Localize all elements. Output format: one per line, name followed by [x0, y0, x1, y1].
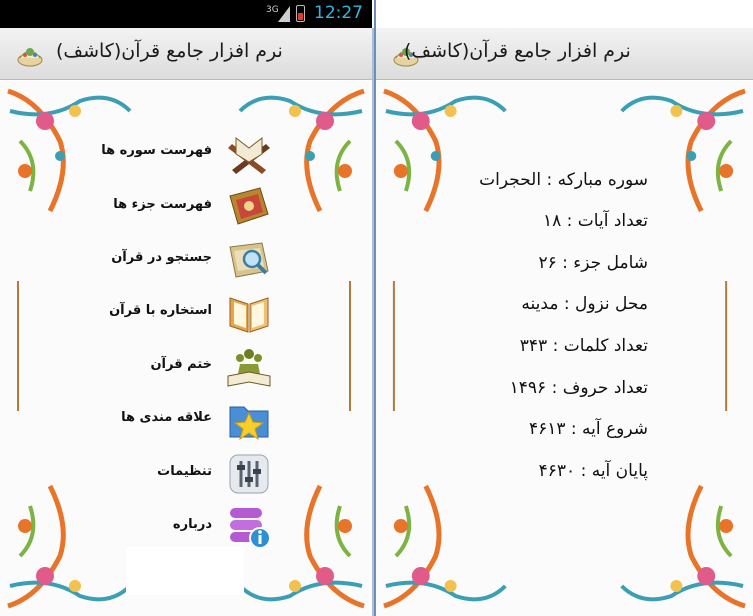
open-book-icon	[226, 290, 272, 336]
menu-item-label: ختم قرآن	[150, 357, 212, 372]
menu-item-label: علاقه مندی ها	[121, 410, 212, 425]
menu-item-khatm[interactable]	[100, 342, 280, 392]
menu-item-label: درباره	[172, 517, 212, 532]
menu-item-label: تنظیمات	[157, 464, 212, 479]
signal-icon	[278, 6, 290, 22]
action-bar	[0, 28, 372, 80]
menu-item-juz-list[interactable]	[100, 182, 280, 232]
status-bar	[0, 0, 372, 28]
word-count-line: تعداد کلمات : ۳۴۳	[519, 336, 648, 356]
menu-item-search-quran[interactable]	[100, 235, 280, 285]
revelation-place-line: محل نزول : مدینه	[521, 294, 648, 314]
app-title: نرم افزار جامع قرآن(کاشف)	[404, 40, 631, 62]
search-quran-icon	[226, 237, 272, 283]
ad-placeholder	[126, 547, 244, 595]
menu-item-settings[interactable]	[100, 449, 280, 499]
surah-name-line: سوره مبارکه : الحجرات	[479, 170, 648, 190]
menu-item-label: فهرست سوره ها	[101, 143, 212, 158]
surah-info-screen	[374, 0, 753, 616]
app-title: نرم افزار جامع قرآن(کاشف)	[56, 40, 283, 62]
verse-count-line: تعداد آیات : ۱۸	[543, 211, 648, 231]
menu-item-label: جستجو در قرآن	[111, 250, 212, 265]
surah-info-content	[376, 81, 753, 616]
reading-people-icon	[226, 344, 272, 390]
start-verse-line: شروع آیه : ۴۶۱۳	[528, 419, 648, 439]
settings-icon	[226, 451, 272, 497]
quran-book-icon	[226, 184, 272, 230]
app-logo-icon[interactable]	[16, 40, 44, 68]
juz-line: شامل جزء : ۲۶	[538, 253, 648, 273]
quran-stand-icon	[226, 130, 272, 176]
letter-count-line: تعداد حروف : ۱۴۹۶	[509, 378, 648, 398]
battery-icon	[296, 5, 305, 22]
status-clock: 12:27	[314, 3, 363, 23]
menu-content	[0, 81, 372, 616]
end-verse-line: پایان آیه : ۴۶۳۰	[538, 461, 648, 481]
action-bar	[376, 28, 753, 80]
menu-item-surah-list[interactable]	[100, 128, 280, 178]
favorites-folder-icon	[226, 397, 272, 443]
main-menu-screen	[0, 0, 372, 616]
menu-item-favorites[interactable]	[100, 395, 280, 445]
menu-item-about[interactable]	[100, 502, 280, 552]
menu-item-istikhara[interactable]	[100, 288, 280, 338]
info-database-icon	[226, 504, 272, 550]
network-type: 3G	[266, 5, 279, 15]
menu-item-label: فهرست جزء ها	[113, 197, 212, 212]
menu-item-label: استخاره با قرآن	[109, 303, 212, 318]
